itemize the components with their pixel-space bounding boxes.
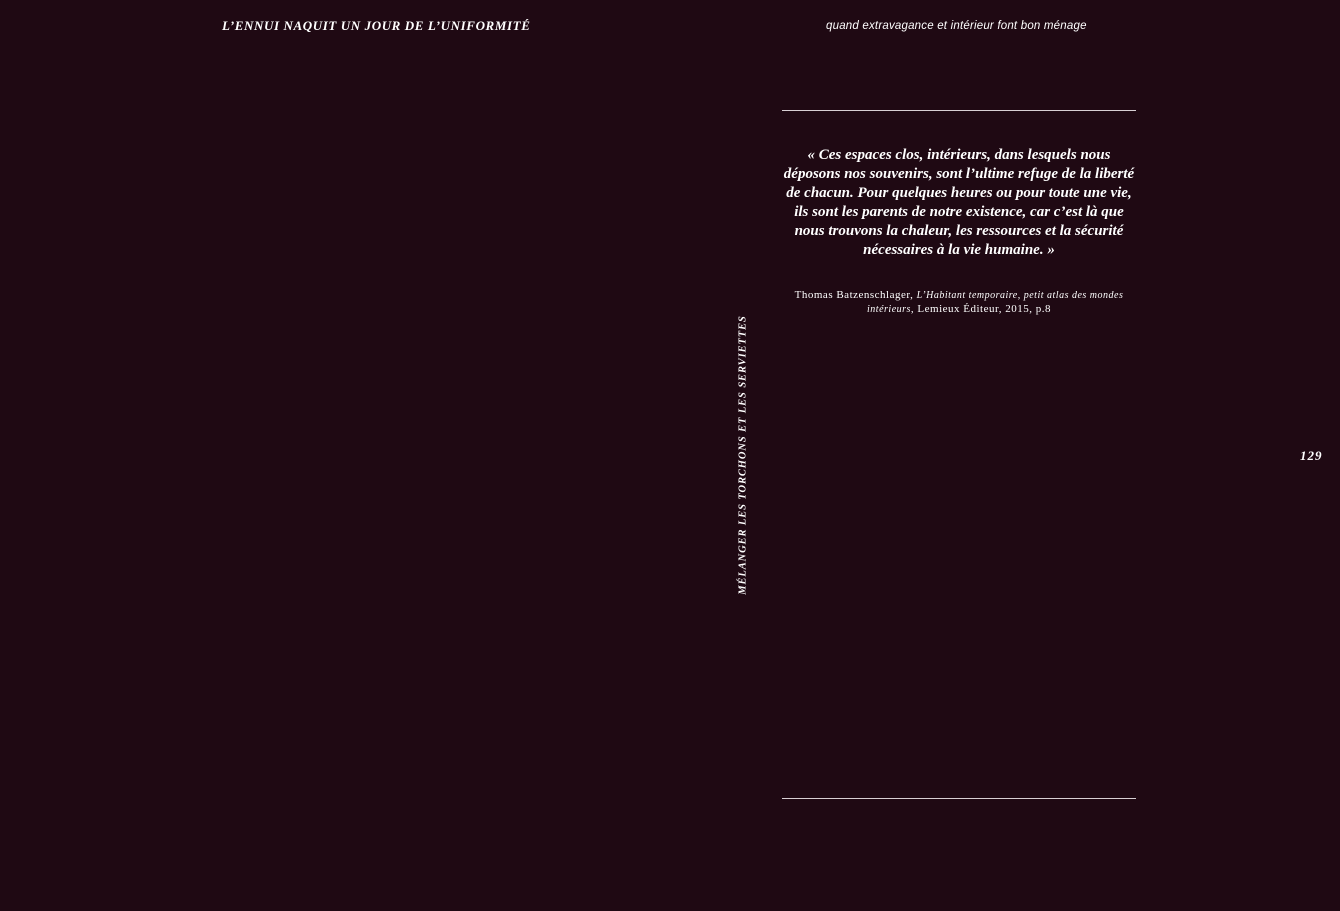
section-title-vertical: MÉLANGER LES TORCHONS ET LES SERVIETTES [737, 315, 749, 595]
epigraph-quote: « Ces espaces clos, intérieurs, dans lesquels nous déposons nos souvenirs, sont l’ultime refuge de la liberté de chacun. Pour quelques heures ou pour toute une vie, ils sont les parents de notre existence, car c’est là que nous trouvons la chaleur, les ressources et la sécurité nécessaires à la vie humaine. » [783, 147, 1135, 258]
citation-author: Thomas Batzenschlager, [794, 289, 914, 301]
epigraph-citation [780, 289, 1138, 316]
citation-work: L’Habitant temporaire, petit atlas des mondes intérieurs [867, 290, 1124, 315]
citation-publisher: , Lemieux Éditeur, 2015, p.8 [910, 302, 1051, 315]
page-number: 129 [1300, 448, 1323, 463]
running-header-left: L’ENNUI NAQUIT UN JOUR DE L’UNIFORMITÉ [222, 18, 531, 33]
top-divider [782, 110, 1136, 111]
running-header-right: quand extravagance et intérieur font bon ménage [826, 20, 1087, 32]
bottom-divider [782, 798, 1136, 799]
